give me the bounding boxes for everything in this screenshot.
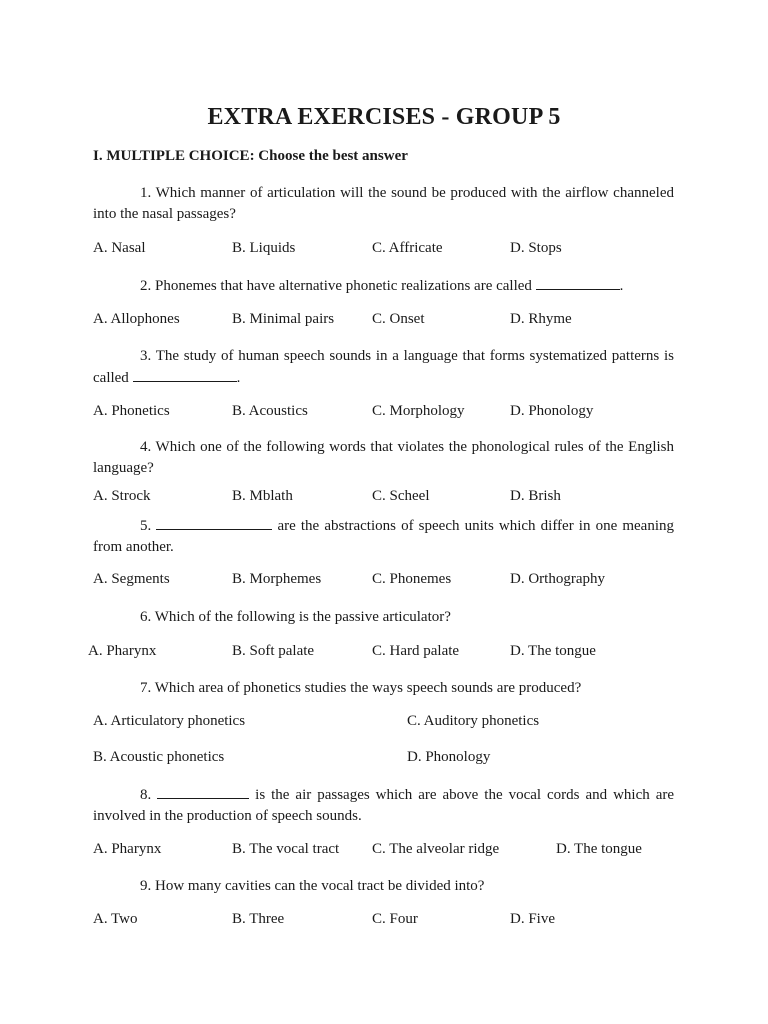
q4-option-b: B. Mblath xyxy=(232,488,293,504)
question-8-text-end: is the air passages which are above the vocal cords and which are involved in the production of speech sounds. xyxy=(93,787,675,824)
q9-option-c: C. Four xyxy=(372,911,418,927)
page-title: EXTRA EXERCISES - GROUP 5 xyxy=(207,104,561,130)
question-5-text-end: are the abstractions of speech units which differ in one meaning from another. xyxy=(93,518,674,555)
q6-option-a: A. Pharynx xyxy=(88,643,157,659)
question-3-options xyxy=(93,403,693,425)
question-4-text: 4. Which one of the following words that violates the phonological rules of the English language? xyxy=(93,439,674,476)
q5-option-a: A. Segments xyxy=(93,571,170,587)
q6-option-c: C. Hard palate xyxy=(372,643,460,659)
question-1-options xyxy=(93,240,693,262)
answer-blank xyxy=(536,275,620,290)
question-3-text: 3. The study of human speech sounds in a language that forms systematized patterns is called xyxy=(93,348,674,386)
q9-option-d: D. Five xyxy=(510,911,555,927)
question-3-text-end: . xyxy=(236,370,241,386)
q3-option-d: D. Phonology xyxy=(510,403,594,419)
q4-option-c: C. Scheel xyxy=(372,488,430,504)
q1-option-c: C. Affricate xyxy=(372,240,443,256)
q9-option-a: A. Two xyxy=(93,911,138,927)
question-5 xyxy=(93,515,674,558)
question-2-options xyxy=(93,311,693,333)
question-9-text: 9. How many cavities can the vocal tract be divided into? xyxy=(140,878,485,894)
q1-option-b: B. Liquids xyxy=(232,240,296,256)
q3-option-b: B. Acoustics xyxy=(232,403,308,419)
q5-option-c: C. Phonemes xyxy=(372,571,452,587)
q8-option-a: A. Pharynx xyxy=(93,841,162,857)
q8-option-b: B. The vocal tract xyxy=(232,841,340,857)
question-3 xyxy=(93,346,674,389)
question-8-options xyxy=(93,841,693,863)
question-7-text: 7. Which area of phonetics studies the ways speech sounds are produced? xyxy=(140,680,582,696)
question-1 xyxy=(93,183,674,225)
question-7-options-row-1 xyxy=(93,713,693,735)
question-2 xyxy=(93,275,674,297)
question-9 xyxy=(93,876,674,897)
question-8-text: 8. xyxy=(140,787,158,803)
q2-option-b: B. Minimal pairs xyxy=(232,311,335,327)
q1-option-a: A. Nasal xyxy=(93,240,146,256)
question-2-text: 2. Phonemes that have alternative phonetic realizations are called xyxy=(140,278,536,294)
question-2-text-end: . xyxy=(619,278,624,294)
answer-blank xyxy=(133,367,237,382)
question-9-options xyxy=(93,911,693,933)
q5-option-b: B. Morphemes xyxy=(232,571,322,587)
question-4-options xyxy=(93,488,693,510)
question-4 xyxy=(93,437,674,479)
q3-option-a: A. Phonetics xyxy=(93,403,170,419)
q7-option-b: B. Acoustic phonetics xyxy=(93,749,225,765)
question-1-text: 1. Which manner of articulation will the sound be produced with the airflow channeled into the nasal passages? xyxy=(93,185,674,222)
question-6-options xyxy=(88,643,693,665)
q2-option-c: C. Onset xyxy=(372,311,425,327)
q8-option-d: D. The tongue xyxy=(556,841,642,857)
question-5-options xyxy=(93,571,693,593)
q7-option-a: A. Articulatory phonetics xyxy=(93,713,246,729)
q2-option-a: A. Allophones xyxy=(93,311,180,327)
question-5-text: 5. xyxy=(140,518,157,534)
q6-option-b: B. Soft palate xyxy=(232,643,315,659)
q6-option-d: D. The tongue xyxy=(510,643,596,659)
question-6-text: 6. Which of the following is the passive articulator? xyxy=(140,609,451,625)
question-7 xyxy=(93,678,674,699)
q3-option-c: C. Morphology xyxy=(372,403,465,419)
answer-blank xyxy=(156,515,272,530)
question-7-options-row-2 xyxy=(93,749,693,771)
q7-option-d: D. Phonology xyxy=(407,749,491,765)
q4-option-d: D. Brish xyxy=(510,488,561,504)
question-8 xyxy=(93,784,674,827)
q9-option-b: B. Three xyxy=(232,911,285,927)
q5-option-d: D. Orthography xyxy=(510,571,605,587)
q4-option-a: A. Strock xyxy=(93,488,151,504)
q2-option-d: D. Rhyme xyxy=(510,311,572,327)
section-heading: I. MULTIPLE CHOICE: Choose the best answer xyxy=(93,148,408,164)
q1-option-d: D. Stops xyxy=(510,240,562,256)
question-6 xyxy=(93,607,674,628)
answer-blank xyxy=(157,784,249,799)
q7-option-c: C. Auditory phonetics xyxy=(407,713,540,729)
q8-option-c: C. The alveolar ridge xyxy=(372,841,500,857)
